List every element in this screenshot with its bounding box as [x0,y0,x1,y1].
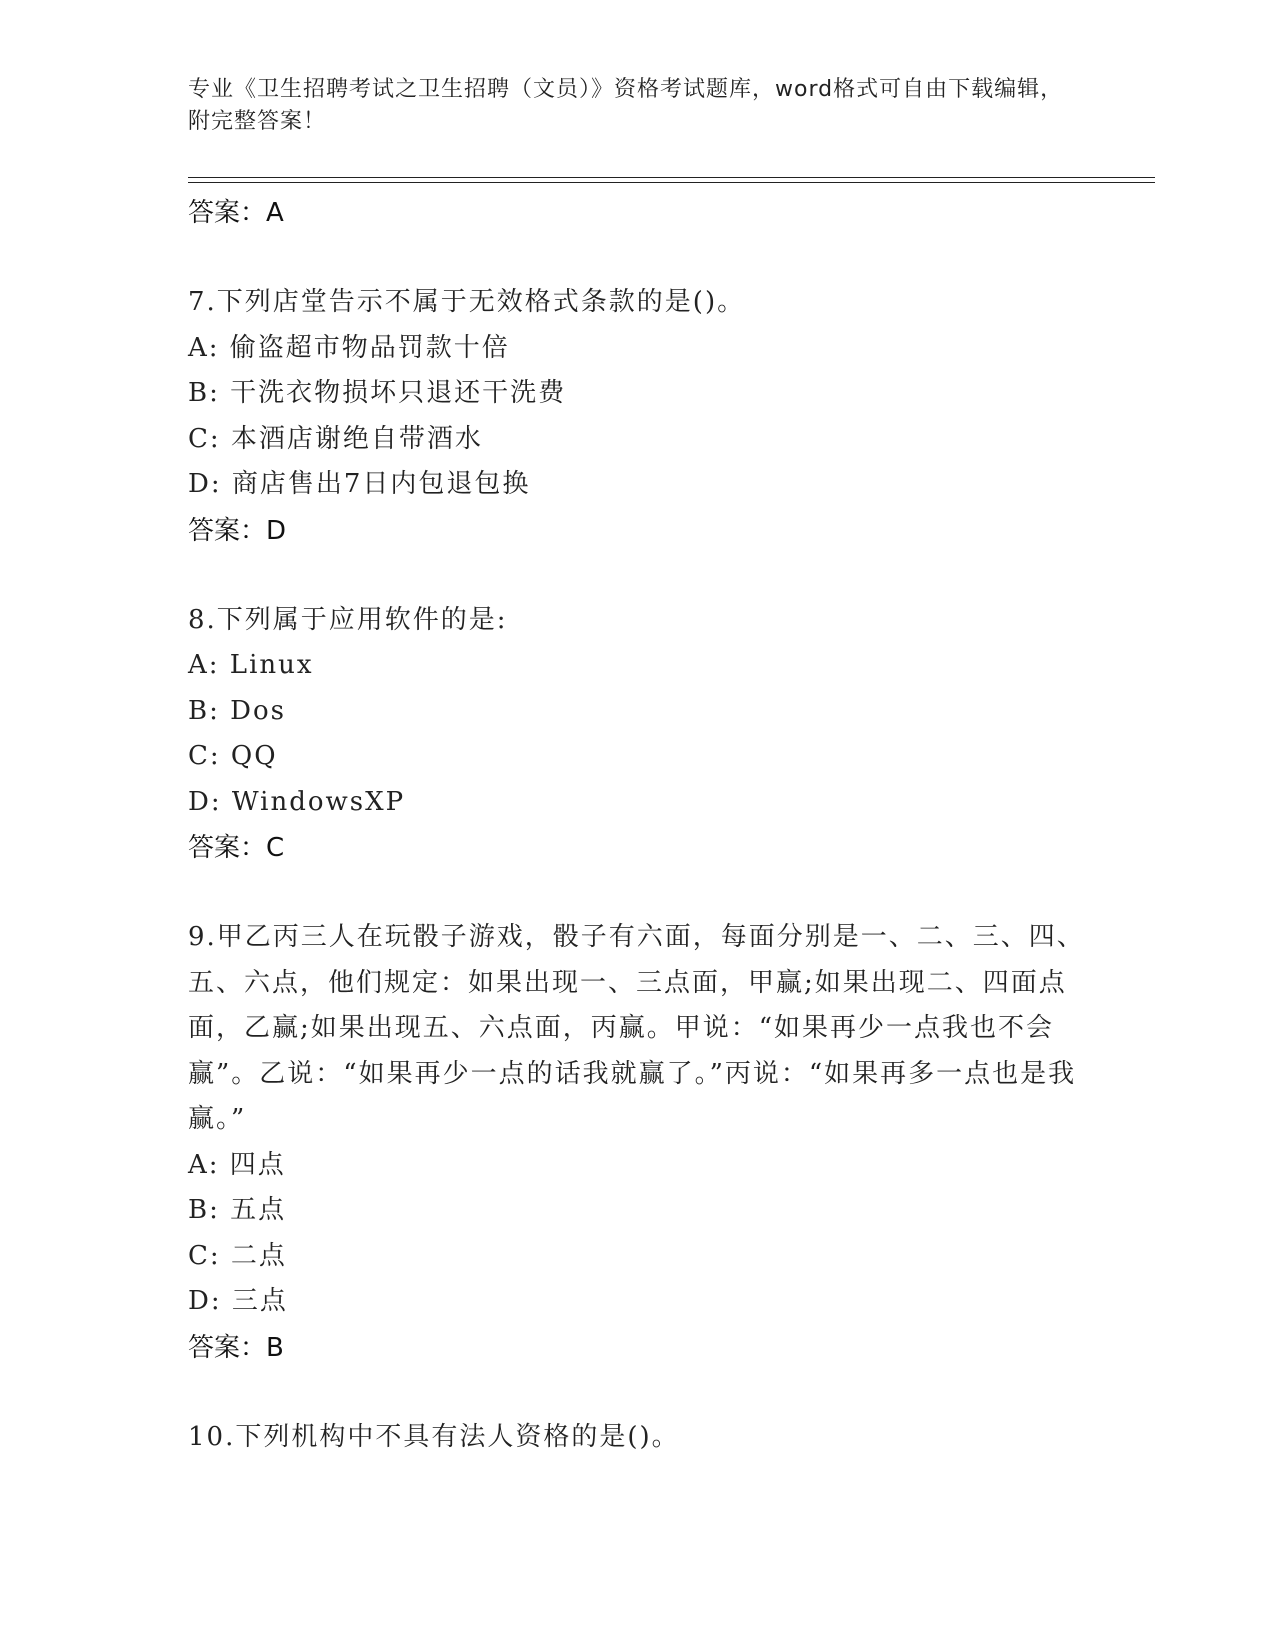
option-d: D: 商店售出7日内包退包换 [188,469,531,499]
option-b: B: Dos [188,695,286,726]
answer-label: 答案：D [188,515,287,546]
document-header: 专业《卫生招聘考试之卫生招聘（文员）》资格考试题库，word格式可自由下载编辑，附完整答案！ [188,77,1064,134]
option-a: A: Linux [188,650,314,680]
header-rule-top [188,177,1155,178]
option-a: A: 偷盗超市物品罚款十倍 [188,332,510,363]
option-c: C: 二点 [188,1240,287,1271]
question-9 [188,915,1088,1371]
question-text: 7.下列店堂告示不属于无效格式条款的是()。 [188,287,746,317]
question-10 [188,1415,1088,1461]
question-7 [188,280,1088,554]
document-body [188,190,1088,1460]
option-c: C: 本酒店谢绝自带酒水 [188,423,483,454]
question-8 [188,598,1088,872]
option-d: D: 三点 [188,1286,288,1316]
question-text: 9.甲乙丙三人在玩骰子游戏，骰子有六面，每面分别是一、二、三、四、五、六点，他们规定：如果出现一、三点面，甲赢;如果出现二、四面点面，乙赢;如果出现五、六点面，丙赢。甲说：“如果再少一点我也不会赢”。乙说：“如果再少一点的话我就赢了。”丙说：“如果再多一点也是我赢。” [188,922,1085,1134]
option-b: B: 干洗衣物损坏只退还干洗费 [188,378,567,408]
option-c: C: QQ [188,741,278,771]
answer-label: 答案：A [188,198,284,228]
question-text: 8.下列属于应用软件的是: [188,604,508,635]
option-a: A: 四点 [188,1149,286,1180]
header-rule-bottom [188,182,1155,183]
option-b: B: 五点 [188,1195,287,1225]
answer-label: 答案：C [188,833,285,863]
answer-label: 答案：B [188,1332,284,1363]
question-text: 10.下列机构中不具有法人资格的是()。 [188,1421,680,1452]
option-d: D: WindowsXP [188,786,406,817]
